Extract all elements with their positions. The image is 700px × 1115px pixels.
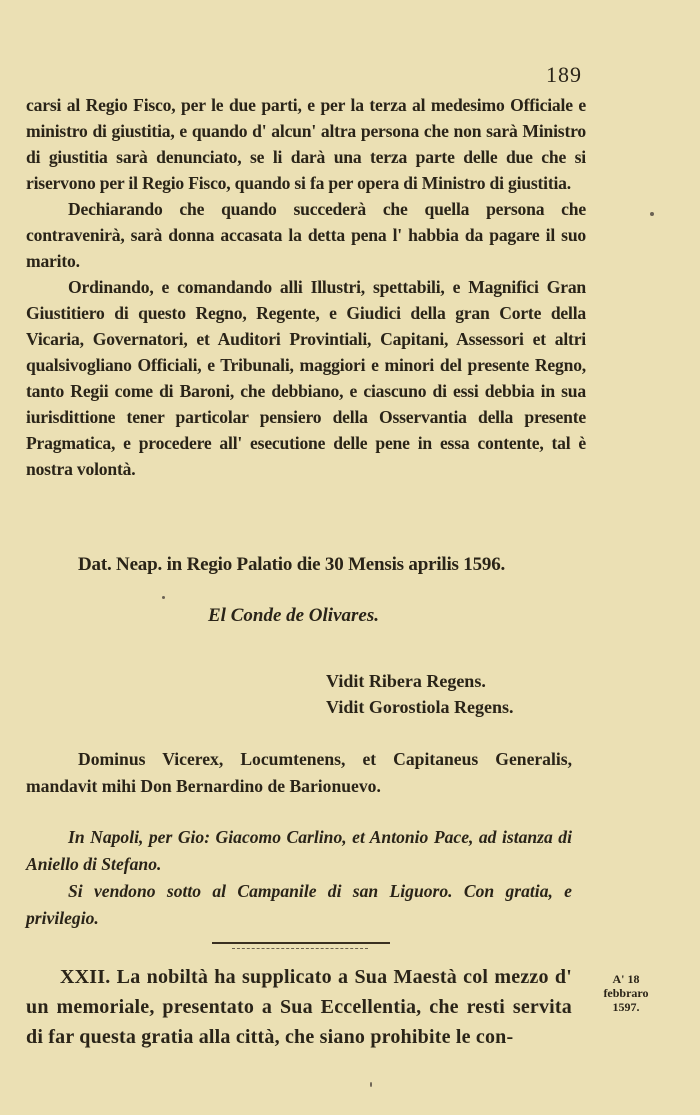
margin-date-note	[590, 972, 662, 1014]
section-divider-dashed	[232, 948, 368, 949]
section-divider	[212, 942, 390, 944]
date-line: Dat. Neap. in Regio Palatio die 30 Mensis aprilis 1596.	[78, 554, 506, 575]
margin-note-line: 1597.	[612, 1000, 640, 1014]
ink-speck	[650, 212, 654, 216]
margin-note-line: A' 18	[612, 972, 640, 986]
vidit-line: Vidit Gorostiola Regens.	[326, 697, 514, 717]
dominus-paragraph: Dominus Vicerex, Locumtenens, et Capitaneus Generalis, mandavit mihi Don Bernardino de Barionuevo.	[26, 749, 572, 796]
imprint-block	[26, 824, 572, 932]
vidit-block	[326, 668, 514, 720]
vidit-line: Vidit Ribera Regens.	[326, 671, 486, 691]
page-number: 189	[546, 62, 582, 87]
section-xxii-text: XXII. La nobiltà ha supplicato a Sua Maestà col mezzo d' un memoriale, presentato a Sua Eccellentia, che resti servita di far questa gratia alla città, che siano prohibite le con-	[26, 966, 572, 1048]
ink-speck	[162, 596, 165, 599]
paragraph-ordinando: Ordinando, e comandando alli Illustri, spettabili, e Magnifici Gran Giustitiero di questo Regno, Regente, e Giudici della gran Corte della Vicaria, Governatori, et Auditori Provintiali, Capitani, Assessori et altri qualsivogliano Officiali, e Tribunali, maggiori e minori del presente Regno, tanto Regii come di Baroni, che debbiano, e ciascuno di essi debbia in sua iurisdittione tener particolar pensiero della Osservantia della presente Pragmatica, e procedere all' esecutione delle pene in essa contente, tal è nostra volontà.	[26, 277, 586, 479]
main-text-block	[26, 92, 586, 482]
imprint-line: In Napoli, per Gio: Giacomo Carlino, et Antonio Pace, ad istanza di Aniello di Stefano.	[26, 827, 572, 874]
signature-line: El Conde de Olivares.	[208, 605, 379, 626]
paragraph-continuation: carsi al Regio Fisco, per le due parti, e per la terza al medesimo Officiale e ministro di giustitia, e quando d' alcun' altra persona che non sarà Ministro di giustitia sarà denunciato, se li darà una terza parte delle due che si riservono per il Regio Fisco, quando si fa per opera di Ministro di giustitia.	[26, 95, 586, 193]
margin-note-line: febbraro	[603, 986, 649, 1000]
imprint-line: Si vendono sotto al Campanile di san Liguoro. Con gratia, e privilegio.	[26, 881, 572, 928]
ink-speck	[370, 1082, 372, 1087]
section-xxii	[26, 962, 572, 1052]
paragraph-dechiarando: Dechiarando che quando succederà che quella persona che contravenirà, sarà donna accasata la detta pena l' habbia da pagare il suo marito.	[26, 199, 586, 271]
